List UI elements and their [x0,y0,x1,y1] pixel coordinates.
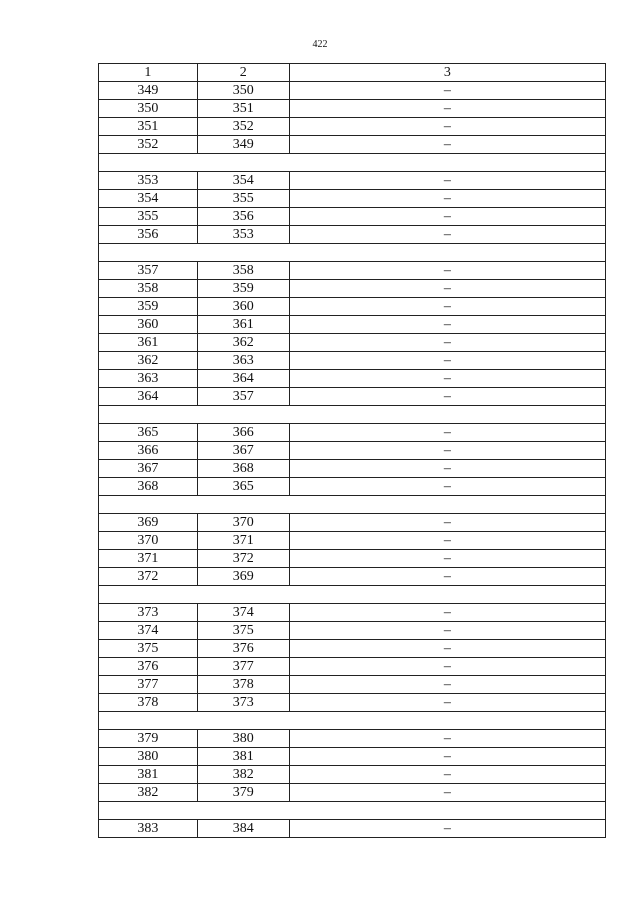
table-row [99,334,606,352]
group-separator-row [99,244,606,262]
table-cell: – [289,784,605,802]
table-cell: – [289,604,605,622]
header-row [99,64,606,82]
table-row [99,388,606,406]
table-cell: – [289,136,605,154]
table-cell: 362 [197,334,289,352]
table-cell: 366 [197,424,289,442]
table-cell: 380 [99,748,198,766]
table-cell: 383 [99,820,198,838]
table-cell: 360 [99,316,198,334]
separator-cell [99,712,606,730]
table-cell: 353 [99,172,198,190]
table-cell: – [289,82,605,100]
separator-cell [99,802,606,820]
table-cell: 350 [99,100,198,118]
table-cell: – [289,748,605,766]
table-cell: – [289,766,605,784]
table-cell: – [289,352,605,370]
table-row [99,694,606,712]
column-header: 2 [197,64,289,82]
separator-cell [99,406,606,424]
table-cell: 368 [197,460,289,478]
table-cell: – [289,730,605,748]
table-row [99,316,606,334]
table-cell: – [289,568,605,586]
table-cell: 368 [99,478,198,496]
table-cell: 361 [197,316,289,334]
table-cell: – [289,820,605,838]
table-cell: – [289,460,605,478]
table-cell: 352 [99,136,198,154]
table-cell: 372 [197,550,289,568]
table-row [99,352,606,370]
table-row [99,262,606,280]
table-cell: 356 [197,208,289,226]
table-cell: 373 [197,694,289,712]
data-table [98,63,606,838]
page-number: 422 [312,39,328,50]
table-cell: 361 [99,334,198,352]
separator-cell [99,586,606,604]
table-cell: 377 [197,658,289,676]
table-row [99,748,606,766]
table-cell: 357 [99,262,198,280]
group-separator-row [99,496,606,514]
table-cell: 369 [99,514,198,532]
table-row [99,532,606,550]
table-cell: 349 [197,136,289,154]
table-row [99,298,606,316]
table-cell: 381 [197,748,289,766]
table-cell: 371 [197,532,289,550]
table-cell: 351 [99,118,198,136]
table-cell: 358 [99,280,198,298]
table-cell: – [289,226,605,244]
group-separator-row [99,154,606,172]
table-row [99,730,606,748]
table-row [99,190,606,208]
table-cell: – [289,424,605,442]
table-row [99,226,606,244]
table-cell: 355 [197,190,289,208]
table-row [99,280,606,298]
table-cell: – [289,514,605,532]
table-cell: 366 [99,442,198,460]
table-cell: – [289,694,605,712]
table-cell: 364 [197,370,289,388]
table-cell: 364 [99,388,198,406]
table-cell: – [289,370,605,388]
table-cell: 379 [99,730,198,748]
table-cell: 365 [197,478,289,496]
group-separator-row [99,406,606,424]
table-cell: – [289,208,605,226]
table-row [99,136,606,154]
table-cell: – [289,172,605,190]
table-row [99,640,606,658]
table-cell: – [289,550,605,568]
table-cell: 359 [99,298,198,316]
table-row [99,370,606,388]
table-cell: – [289,334,605,352]
group-separator-row [99,586,606,604]
group-separator-row [99,712,606,730]
table-cell: 370 [99,532,198,550]
table-cell: 376 [99,658,198,676]
table-cell: 379 [197,784,289,802]
table-cell: 354 [99,190,198,208]
separator-cell [99,154,606,172]
table-cell: 359 [197,280,289,298]
table-row [99,460,606,478]
table-cell: 350 [197,82,289,100]
table-cell: – [289,190,605,208]
group-separator-row [99,802,606,820]
table-cell: 353 [197,226,289,244]
table-cell: 367 [99,460,198,478]
table-row [99,550,606,568]
table-cell: 352 [197,118,289,136]
table-row [99,172,606,190]
table-row [99,622,606,640]
table-cell: 373 [99,604,198,622]
table-cell: 372 [99,568,198,586]
table-cell: 354 [197,172,289,190]
separator-cell [99,496,606,514]
table-cell: 369 [197,568,289,586]
table-cell: – [289,388,605,406]
column-header: 1 [99,64,198,82]
table-cell: 371 [99,550,198,568]
table-cell: 355 [99,208,198,226]
table-cell: – [289,442,605,460]
table-cell: 362 [99,352,198,370]
table-cell: – [289,280,605,298]
table-cell: – [289,532,605,550]
table-cell: 380 [197,730,289,748]
table-cell: – [289,478,605,496]
table-cell: 384 [197,820,289,838]
table-cell: 358 [197,262,289,280]
table-cell: – [289,622,605,640]
table-row [99,784,606,802]
table-row [99,568,606,586]
table-cell: 382 [197,766,289,784]
separator-cell [99,244,606,262]
table-cell: 356 [99,226,198,244]
table-cell: 378 [197,676,289,694]
table-cell: – [289,118,605,136]
table-row [99,100,606,118]
table-cell: 351 [197,100,289,118]
table-row [99,766,606,784]
table-cell: – [289,298,605,316]
table-cell: 376 [197,640,289,658]
table-cell: 367 [197,442,289,460]
table-row [99,208,606,226]
table-cell: 375 [197,622,289,640]
table-cell: – [289,676,605,694]
table-cell: 363 [197,352,289,370]
table-cell: 357 [197,388,289,406]
table-row [99,820,606,838]
table-cell: 374 [197,604,289,622]
table-cell: 370 [197,514,289,532]
table-cell: 375 [99,640,198,658]
table-row [99,658,606,676]
table-cell: 377 [99,676,198,694]
table-row [99,478,606,496]
column-header: 3 [289,64,605,82]
table-cell: 360 [197,298,289,316]
table-cell: – [289,262,605,280]
table-cell: – [289,640,605,658]
table-row [99,424,606,442]
table-row [99,604,606,622]
table-cell: 382 [99,784,198,802]
table-row [99,82,606,100]
table-cell: 378 [99,694,198,712]
table-cell: – [289,658,605,676]
table-cell: 381 [99,766,198,784]
table-cell: – [289,100,605,118]
table-cell: 374 [99,622,198,640]
table-cell: 365 [99,424,198,442]
table-row [99,514,606,532]
table-cell: – [289,316,605,334]
table-row [99,676,606,694]
table-cell: 349 [99,82,198,100]
table-cell: 363 [99,370,198,388]
table-row [99,442,606,460]
table-body [99,82,606,838]
table-row [99,118,606,136]
